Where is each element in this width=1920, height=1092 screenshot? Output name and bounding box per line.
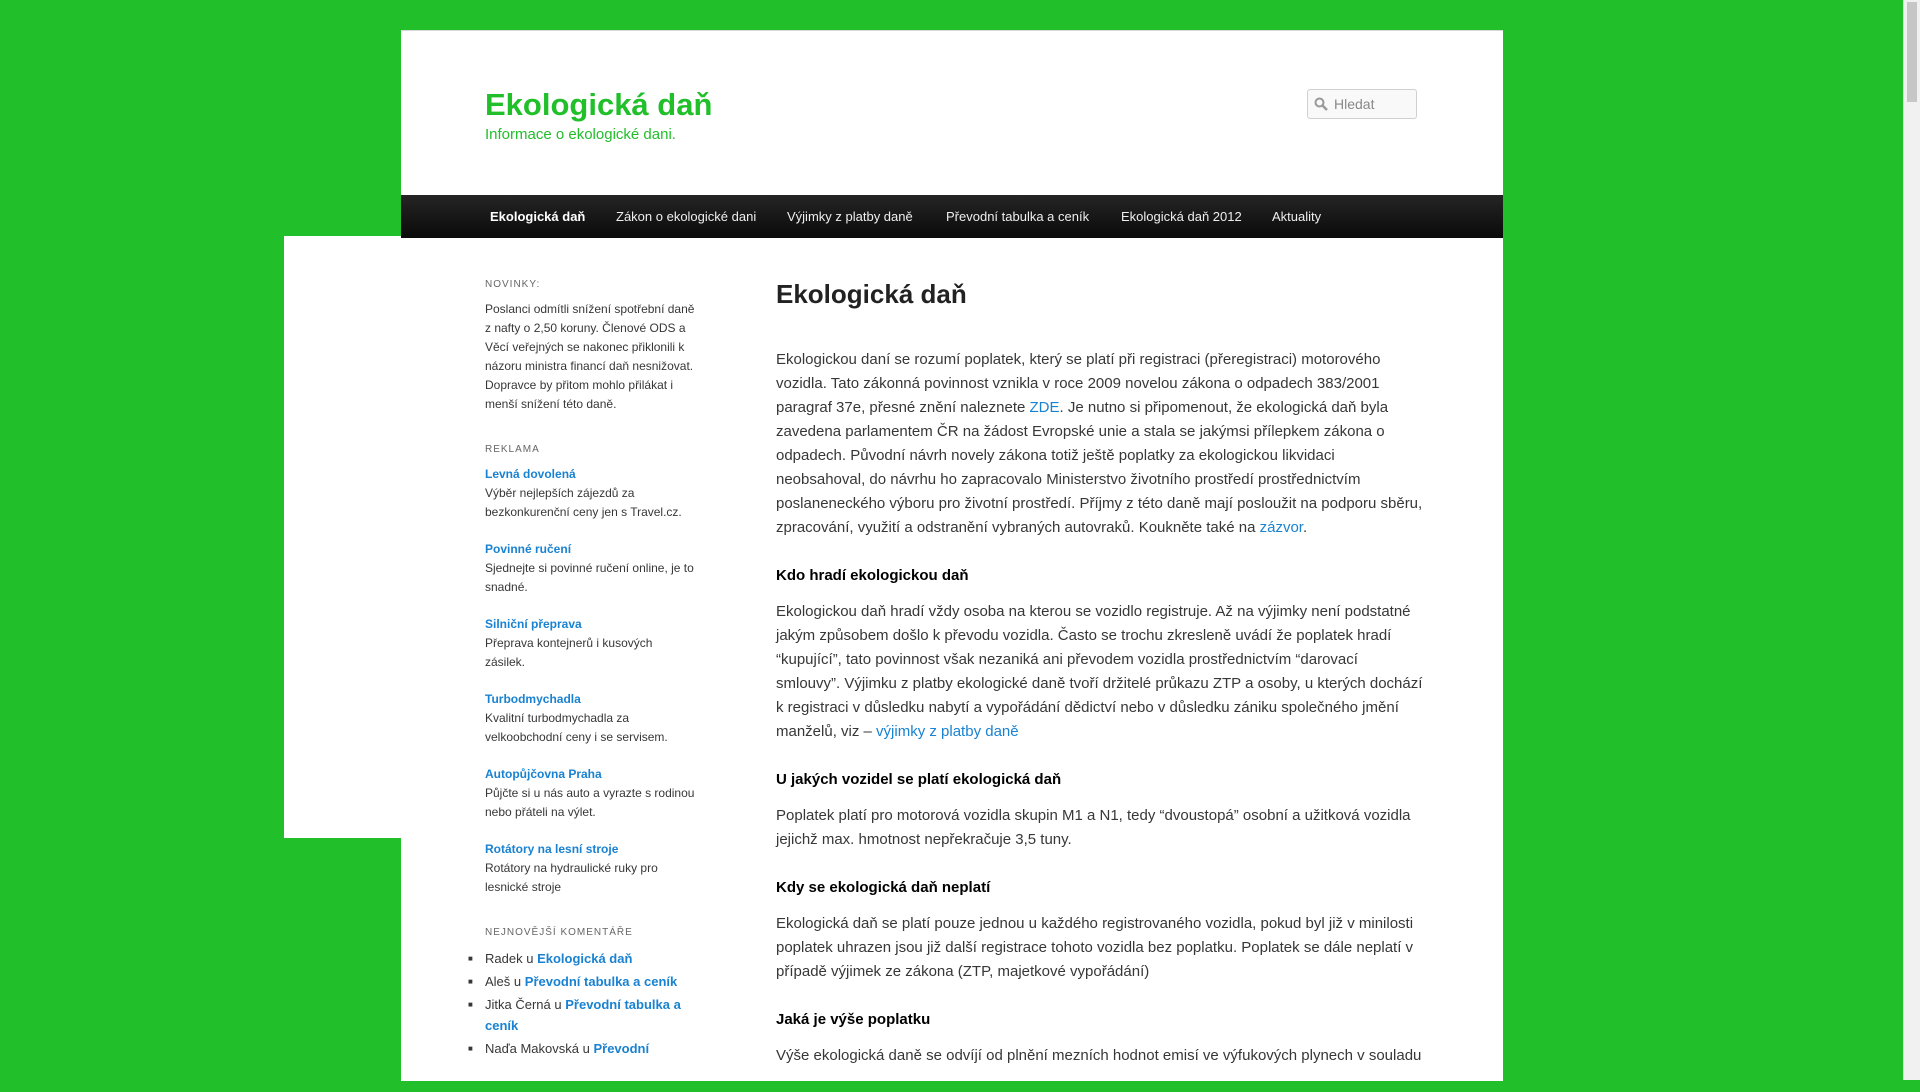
ad-text: Půjčte si u nás auto a vyrazte s rodinou nebo přáteli na výlet. [485, 786, 695, 819]
ad-link[interactable]: Levná dovolená [485, 467, 576, 481]
comment-post-link[interactable]: Převodní tabulka a ceník [524, 974, 678, 989]
main-content [776, 278, 1426, 1092]
ad-link[interactable]: Turbodmychadla [485, 692, 581, 706]
ad-item [485, 690, 695, 747]
ad-text: Rotátory na hydraulické ruky pro lesnické stroje [485, 861, 658, 894]
comment-item [485, 948, 695, 969]
zde-link[interactable]: ZDE [1029, 399, 1060, 416]
search-input[interactable] [1307, 89, 1417, 119]
ad-link[interactable]: Povinné ručení [485, 542, 572, 556]
ad-item [485, 540, 695, 597]
ad-link[interactable]: Autopůjčovna Praha [485, 767, 602, 781]
nav-item-vyjimky[interactable]: Výjimky z platby daně [787, 209, 913, 224]
text: Ekologickou daň hradí vždy osoba na kterou se vozidlo registruje. Až na výjimky není podstatné jakým způsobem došlo k převodu vozidla. Často se trochu zkresleně uvádí že poplatek hradí “kupující”, tato povinnost však nezaniká ani převodem vozidla prostřednictvím “darovací smlouvy”. Výjimku z platby ekologické daně tvoří držitelé průkazu ZTP a osoby, u kterých dochází k registraci v důsledku nabytí a vypořádání dědictví nebo v důsledku zániku společného jmění manželů, viz – [776, 603, 1423, 740]
comment-item [485, 971, 695, 992]
ad-item [485, 615, 695, 672]
ad-text: Výběr nejlepších zájezdů za bezkonkurenční ceny jen s Travel.cz. [485, 486, 682, 519]
nav-item-dan-2012[interactable]: Ekologická daň 2012 [1121, 209, 1242, 224]
comment-item [485, 994, 695, 1036]
ad-link[interactable]: Silniční přeprava [485, 617, 582, 631]
widget-title: NOVINKY: [485, 279, 541, 290]
comment-author: Jitka Černá [485, 997, 551, 1012]
ad-item [485, 765, 695, 822]
widget-recent-comments [485, 923, 695, 1059]
comment-post-link[interactable]: Ekologická daň [537, 951, 633, 966]
ad-text: Kvalitní turbodmychadla za velkoobchodní ceny i se servisem. [485, 711, 668, 744]
section-heading: Jaká je výše poplatku [776, 1011, 931, 1028]
comment-author: Naďa Makovská [485, 1041, 579, 1056]
widget-reklama [485, 440, 695, 897]
comment-post-link[interactable]: Převodní [593, 1041, 650, 1056]
comments-list [485, 948, 695, 1059]
section-heading: U jakých vozidel se platí ekologická daň [776, 771, 1062, 788]
paragraph: Ekologická daň se platí pouze jednou u každého registrovaného vozidla, pokud byl již v minilosti poplatek uhrazen jsou již další registrace tohoto vozidla bez poplatku. Poplatek se dále neplatí v případě výjimek ze zákona (ZTP, majetkové vypořádání) [776, 915, 1414, 980]
paragraph [776, 600, 1426, 744]
background-panel [284, 236, 402, 838]
site-description: Informace o ekologické dani. [485, 126, 676, 143]
paragraph: Poplatek platí pro motorová vozidla skupin M1 a N1, tedy “dvoustopá” osobní a užitková vozidla jejichž max. hmotnost nepřekračuje 3,5 tuny. [776, 807, 1411, 848]
widget-title: NEJNOVĚJŠÍ KOMENTÁŘE [485, 927, 633, 938]
page [401, 30, 1503, 1081]
section-heading: Kdo hradí ekologickou daň [776, 567, 969, 584]
ad-link[interactable]: Rotátory na lesní stroje [485, 842, 619, 856]
ad-item [485, 840, 695, 897]
widget-title: REKLAMA [485, 444, 540, 455]
comment-sep: u [582, 1041, 590, 1056]
text: . Je nutno si připomenout, že ekologická daň byla zavedena parlamentem ČR na žádost Evropské unie a stala se jakýmsi přílepkem zákona o odpadech. Původní návrh novely zákona totiž ještě poplatky za ekologickou likvidaci neobsahoval, do návrhu ho zapracovalo Ministerstvo životního prostředí prostřednictvím poslaneneckého výboru pro životní prostředí. Příjmy z této daně mají posloužit na podporu sběru, zpracování, využití a odstranění vybraných autovraků. Koukněte také na [776, 399, 1423, 536]
nav-item-ekologicka-dan[interactable]: Ekologická daň [490, 209, 586, 224]
main-navigation [401, 195, 1503, 238]
vyjimky-link[interactable]: výjimky z platby daně [876, 723, 1019, 740]
comment-author: Aleš [485, 974, 511, 989]
ad-text: Přeprava kontejnerů i kusových zásilek. [485, 636, 653, 669]
paragraph [776, 348, 1426, 540]
news-text: Poslanci odmítli snížení spotřební daně z nafty o 2,50 koruny. Členové ODS a Věcí veřejných se nakonec přiklonili k názoru ministra financí daň nesnižovat. Dopravce by přitom mohlo přilákat i menší snížení této daně. [485, 302, 695, 411]
comment-author: Radek [485, 951, 523, 966]
comment-sep: u [513, 974, 522, 989]
text: . [1302, 519, 1308, 536]
comment-sep: u [554, 997, 562, 1012]
sidebar [485, 275, 695, 1085]
ad-text: Sjednejte si povinné ručení online, je to snadné. [485, 561, 694, 594]
widget-novinky [485, 275, 695, 414]
section-heading: Kdy se ekologická daň neplatí [776, 879, 991, 896]
search-placeholder: Hledat [1334, 96, 1375, 112]
scrollbar[interactable] [1903, 0, 1920, 1080]
comment-post-link[interactable]: Převodní tabulka a ceník [485, 997, 681, 1033]
entry-title: Ekologická daň [776, 279, 967, 309]
comment-sep: u [526, 951, 534, 966]
search-icon [1308, 97, 1334, 111]
nav-item-prevodni-tabulka[interactable]: Převodní tabulka a ceník [946, 209, 1090, 224]
nav-item-aktuality[interactable]: Aktuality [1272, 209, 1322, 224]
text: Ekologickou daní se rozumí poplatek, který se platí při registraci (přeregistraci) motorového vozidla. Tato zákonná povinnost vznikla v roce 2009 novelou zákona o odpadech 383/2001 paragraf 37e, přesné znění naleznete [776, 351, 1381, 416]
zazvor-link[interactable]: zázvor [1259, 519, 1303, 536]
nav-item-zakon[interactable]: Zákon o ekologické dani [616, 209, 757, 224]
site-title[interactable]: Ekologická daň [485, 87, 713, 122]
paragraph: Výše ekologická daně se odvíjí od plnění mezních hodnot emisí ve výfukových plynech v souladu [776, 1047, 1422, 1064]
scrollbar-thumb[interactable] [1907, 2, 1917, 102]
ad-item [485, 465, 695, 522]
comment-item [485, 1038, 695, 1059]
